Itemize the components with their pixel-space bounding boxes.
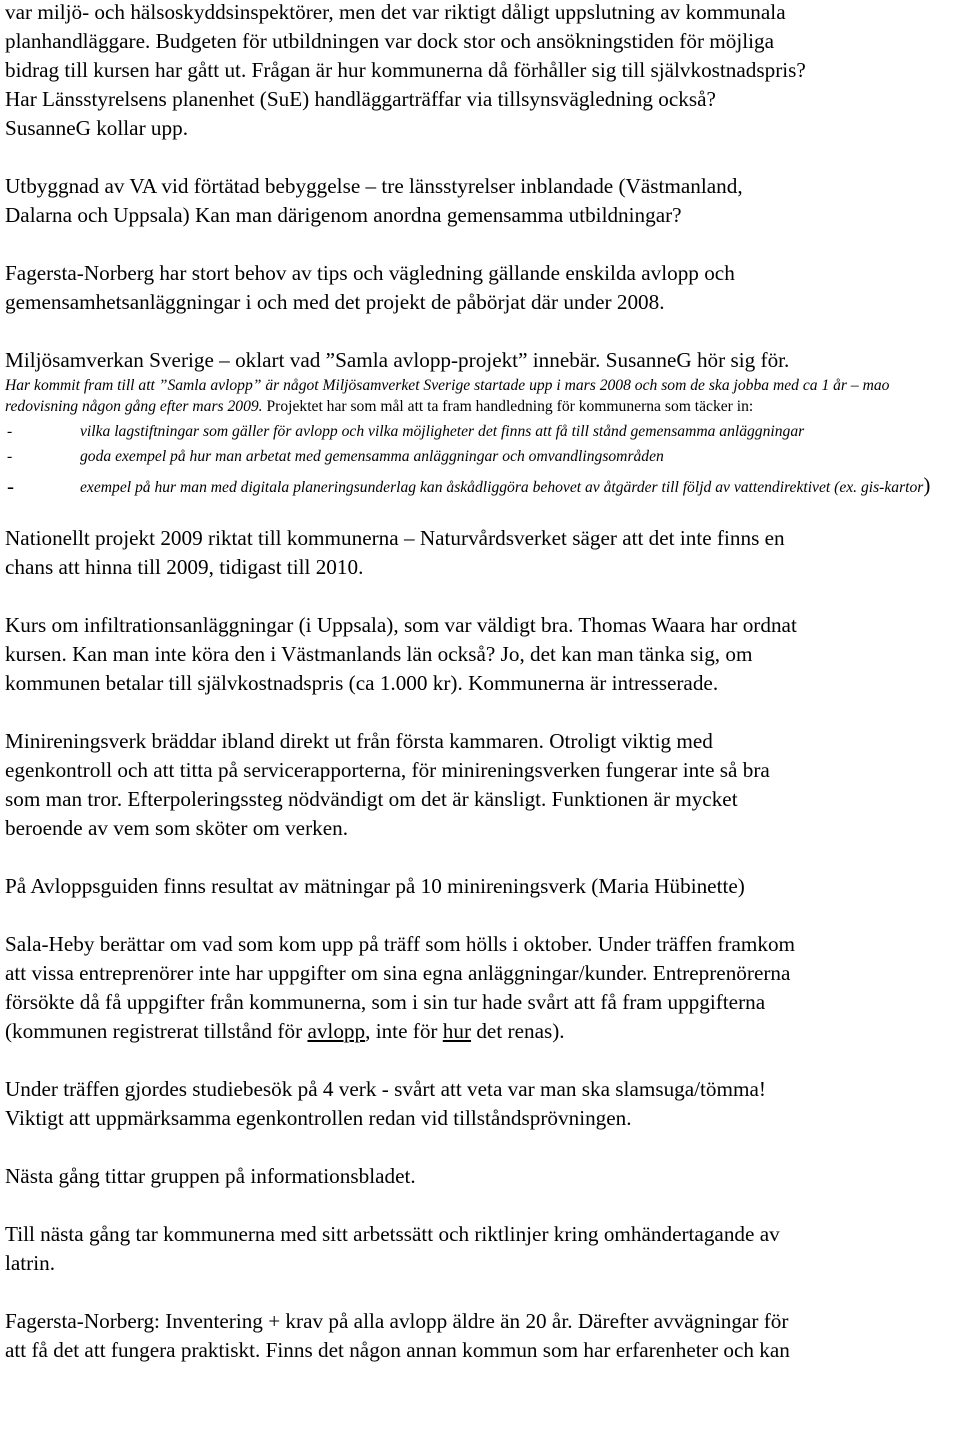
paragraph-national-project (5, 524, 955, 582)
section-heading: Miljösamverkan Sverige – oklart vad ”Samla avlopp-projekt” innebär. SusanneG hör sig för. (5, 348, 790, 372)
text-line: SusanneG kollar upp. (5, 116, 189, 140)
project-scope-list (5, 421, 955, 502)
paragraph-sala-heby (5, 930, 955, 1046)
document-page (5, 0, 955, 1365)
list-dash: - (7, 423, 13, 440)
paragraph-va-expansion (5, 172, 955, 230)
text-line: att få det att fungera praktiskt. Finns det någon annan kommun som har erfarenheter och kan (5, 1338, 790, 1362)
list-dash: - (7, 448, 13, 465)
paragraph-avloppsguiden (5, 872, 955, 901)
text-line: Sala-Heby berättar om vad som kom upp på träff som hölls i oktober. Under träffen framkom (5, 932, 796, 956)
text-line: gemensamhetsanläggningar i och med det projekt de påbörjat där under 2008. (5, 290, 665, 314)
text-line: På Avloppsguiden finns resultat av mätningar på 10 minireningsverk (Maria Hübinette) (5, 874, 745, 898)
paragraph-next-time-infoblad (5, 1162, 955, 1191)
text-line: beroende av vem som sköter om verken. (5, 816, 349, 840)
text-line: försökte då få uppgifter från kommunerna, som i sin tur hade svårt att få fram uppgifterna (5, 990, 766, 1014)
text-fragment: (kommunen registrerat tillstånd för (5, 1019, 308, 1043)
text-line: chans att hinna till 2009, tidigast till 2010. (5, 555, 364, 579)
text-line (5, 1017, 955, 1046)
text-line: kursen. Kan man inte köra den i Västmanlands län också? Jo, det kan man tänka sig, om (5, 642, 753, 666)
paragraph-infiltration-course (5, 611, 955, 698)
list-item (5, 421, 955, 442)
text-line: Nationellt projekt 2009 riktat till kommunerna – Naturvårdsverket säger att det inte finns en (5, 526, 785, 550)
text-fragment: det renas). (471, 1019, 565, 1043)
text-line: Till nästa gång tar kommunerna med sitt arbetssätt och riktlinjer kring omhändertagande av (5, 1222, 780, 1246)
text-line: Kurs om infiltrationsanläggningar (i Uppsala), som var väldigt bra. Thomas Waara har ordnat (5, 613, 797, 637)
text-line: Viktigt att uppmärksamma egenkontrollen redan vid tillståndsprövningen. (5, 1106, 632, 1130)
paragraph-workshop-attendance (5, 0, 955, 143)
text-line: var miljö- och hälsoskyddsinspektörer, men det var riktigt dåligt uppslutning av kommunala (5, 0, 786, 24)
project-note-italic: Har kommit fram till att ”Samla avlopp” är något Miljösamverket Sverige startade upp i mars 2008 och som de ska jobba med ca 1 år – mao redovisning någon gång efter mars 2009. (5, 377, 890, 415)
text-line: Minireningsverk bräddar ibland direkt ut från första kammaren. Otroligt viktig med (5, 729, 713, 753)
text-line: Har Länsstyrelsens planenhet (SuE) handläggarträffar via tillsynsvägledning också? (5, 87, 716, 111)
paragraph-studiebesok (5, 1075, 955, 1133)
text-line: Fagersta-Norberg har stort behov av tips och vägledning gällande enskilda avlopp och (5, 261, 735, 285)
underlined-word: hur (442, 1019, 472, 1043)
text-line: bidrag till kursen har gått ut. Frågan är hur kommunerna då förhåller sig till självkostnadspris? (5, 58, 806, 82)
list-item-text: goda exempel på hur man arbetat med gemensamma anläggningar och omvandlingsområden (80, 448, 664, 465)
text-line: kommunen betalar till självkostnadspris (ca 1.000 kr). Kommunerna är intresserade. (5, 671, 719, 695)
text-line: att vissa entreprenörer inte har uppgifter om sina egna anläggningar/kunder. Entreprenörerna (5, 961, 791, 985)
text-line: latrin. (5, 1251, 56, 1275)
list-dash: - (7, 474, 14, 498)
list-item (5, 446, 955, 467)
list-item-text: exempel på hur man med digitala planeringsunderlag kan åskådliggöra behovet av åtgärder till följd av vattendirektivet (ex. gis-kartor (80, 479, 924, 496)
underlined-word: avlopp (307, 1019, 366, 1043)
list-item (5, 471, 955, 502)
text-line: Utbyggnad av VA vid förtätad bebyggelse – tre länsstyrelser inblandade (Västmanland, (5, 174, 743, 198)
text-line: Dalarna och Uppsala) Kan man därigenom anordna gemensamma utbildningar? (5, 203, 682, 227)
text-line: Fagersta-Norberg: Inventering + krav på alla avlopp äldre än 20 år. Därefter avvägningar för (5, 1309, 789, 1333)
text-fragment: , inte för (365, 1019, 443, 1043)
project-note-upright: Projektet har som mål att ta fram handledning för kommunerna som täcker in: (266, 398, 754, 415)
text-line: egenkontroll och att titta på servicerapporterna, för minireningsverken fungerar inte så bra (5, 758, 770, 782)
list-item-text: vilka lagstiftningar som gäller för avlopp och vilka möjligheter det finns att få till stånd gemensamma anläggningar (80, 423, 805, 440)
paragraph-fagersta-inventering (5, 1307, 955, 1365)
section-miljosamverkan (5, 346, 955, 502)
closing-paren: ) (923, 473, 931, 497)
text-line: Under träffen gjordes studiebesök på 4 verk - svårt att veta var man ska slamsuga/tömma! (5, 1077, 766, 1101)
paragraph-next-time-latrin (5, 1220, 955, 1278)
paragraph-minireningsverk (5, 727, 955, 843)
text-line: Nästa gång tittar gruppen på informationsbladet. (5, 1164, 416, 1188)
paragraph-fagersta-needs (5, 259, 955, 317)
text-line: planhandläggare. Budgeten för utbildningen var dock stor och ansökningstiden för möjliga (5, 29, 775, 53)
text-line: som man tror. Efterpoleringssteg nödvändigt om det är känsligt. Funktionen är mycket (5, 787, 738, 811)
project-note (5, 375, 955, 417)
